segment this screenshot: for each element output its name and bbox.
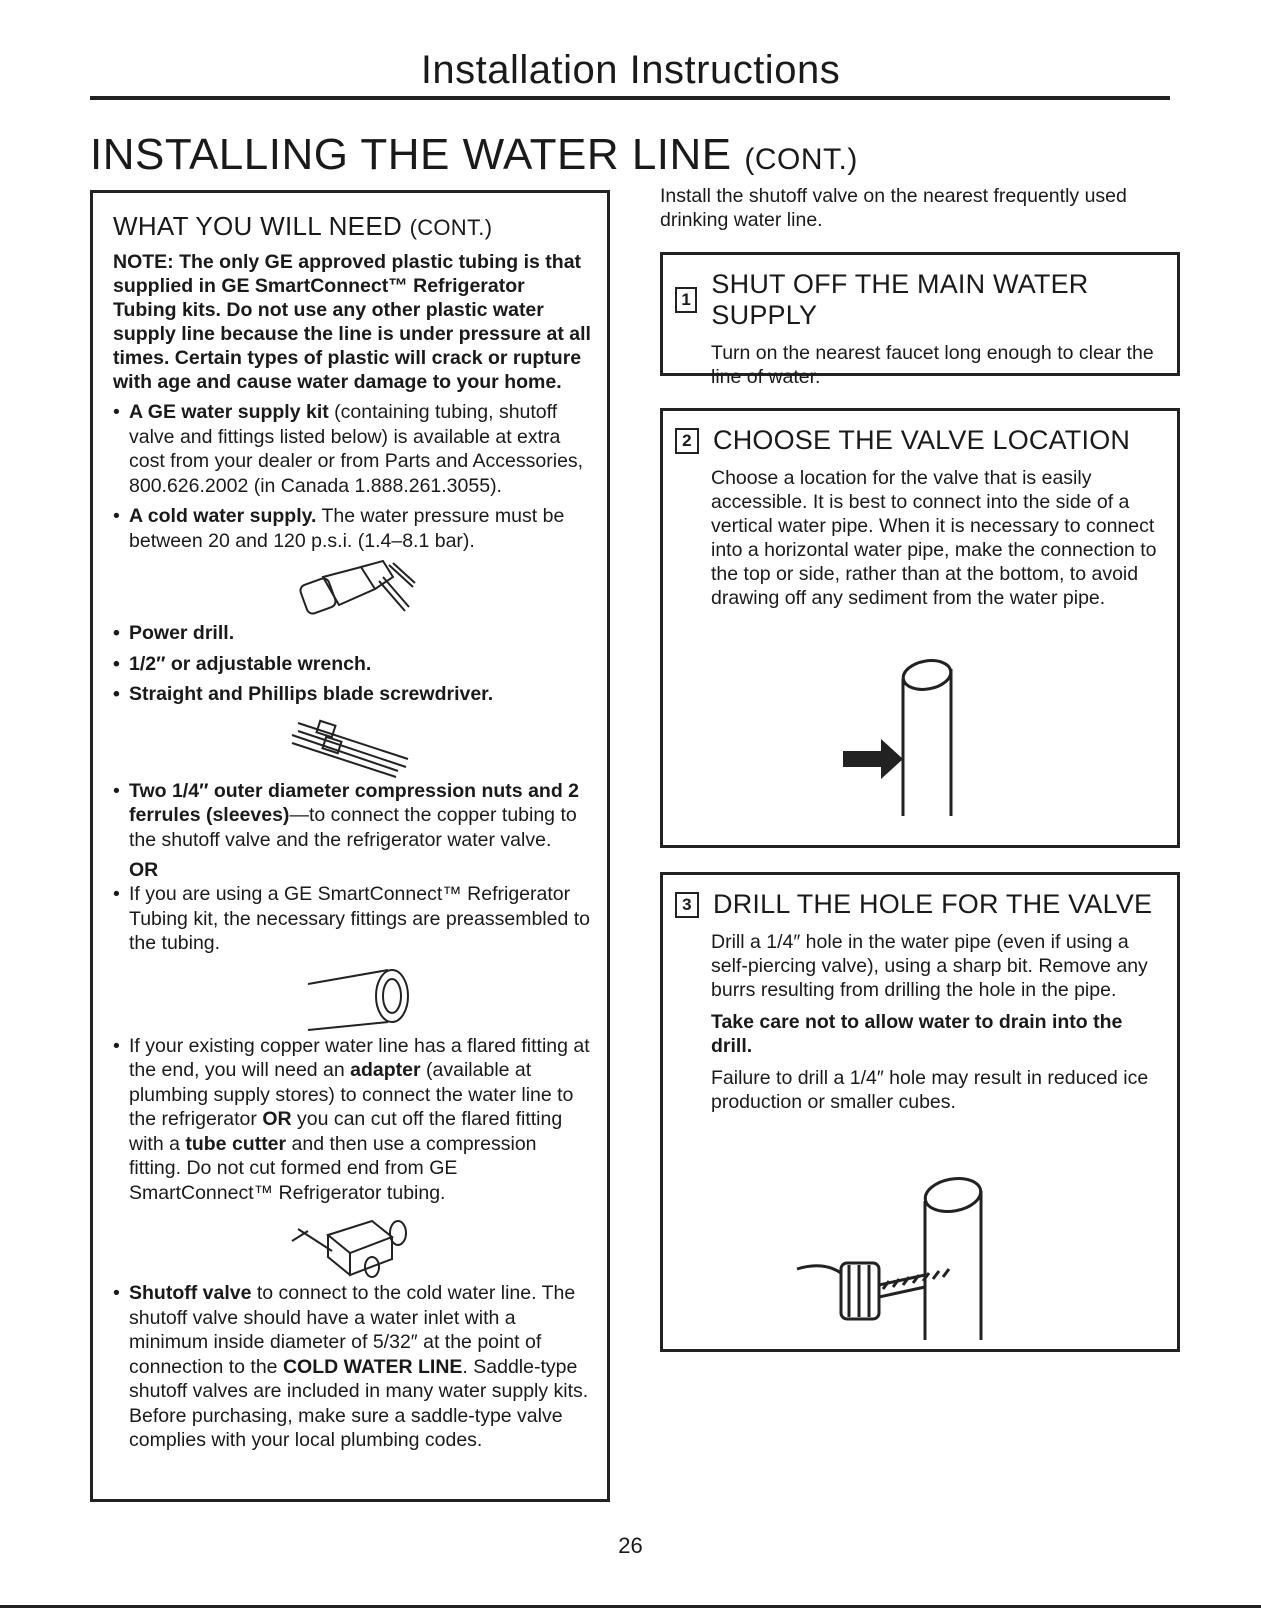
list-item-shutoff-valve [113, 1281, 593, 1453]
nuts-label: Two 1/4″ outer diameter compression nuts and 2 ferrules (sleeves) [129, 779, 579, 826]
step-2-text: Choose a location for the valve that is easily accessible. It is best to connect into the side of a vertical water pipe. When it is necessary to connect into a horizontal water pipe, make the connection to the top or side, rather than at the bottom, to avoid drawing off any sediment from the water pipe. [711, 467, 1157, 609]
list-item-power-drill: • Power drill. [113, 621, 593, 646]
flared-tube-cutter: tube cutter [185, 1132, 287, 1155]
list-item-screwdriver: • Straight and Phillips blade screwdriver. [113, 682, 593, 707]
nuts-text: —to connect the copper tubing to the shutoff valve and the refrigerator water valve. [129, 804, 577, 851]
bottom-divider [0, 1605, 1261, 1608]
step-1-title [675, 269, 1163, 331]
valve-label: Shutoff valve [129, 1282, 252, 1304]
step-3-text: Drill a 1/4″ hole in the water pipe (even if using a self-piercing valve), using a sharp bit. Remove any burrs resulting from drilling the hole in the pipe. [711, 931, 1148, 1001]
step-3-title [675, 889, 1163, 920]
what-you-will-need-box [90, 190, 610, 1502]
page-header-title: Installation Instructions [420, 48, 841, 92]
flared-text-3: you can cut off the flared fitting with a [129, 1108, 563, 1155]
kit-label: A GE water supply kit [129, 401, 329, 423]
power-drill-illustration [283, 559, 423, 621]
box-title-text: WHAT YOU WILL NEED [113, 211, 403, 241]
box-title-cont: (CONT.) [409, 215, 493, 240]
header-divider [90, 96, 1170, 100]
plastic-tubing-note: NOTE: The only GE approved plastic tubing is that supplied in GE SmartConnect™ Refrigerator Tubing kits. Do not use any other plastic water supply line because the line is under pressure at all times. Certain types of plastic will crack or rupture with age and cause water damage to your home. [113, 251, 591, 393]
list-item-cold-water-supply [113, 504, 593, 553]
intro-text: Install the shutoff valve on the nearest frequently used drinking water line. [660, 185, 1127, 231]
list-item-compression-nuts [113, 779, 593, 853]
section-title: INSTALLING THE WATER LINE [90, 130, 732, 179]
tubing-end-illustration [288, 962, 418, 1034]
flared-or: OR [262, 1108, 292, 1130]
list-item-smartconnect: • If you are using a GE SmartConnect™ Refrigerator Tubing kit, the necessary fittings are preassembled to the tubing. [113, 882, 593, 956]
flared-text-2: (available at plumbing supply stores) to connect the water line to the refrigerator [129, 1059, 574, 1130]
drill-into-pipe-illustration [783, 1165, 1043, 1345]
step-3-box [660, 872, 1180, 1352]
step-2-title-text: CHOOSE THE VALVE LOCATION [713, 425, 1131, 455]
step-3-text-2: Failure to drill a 1/4″ hole may result in reduced ice production or smaller cubes. [711, 1067, 1149, 1113]
or-separator: OR [129, 859, 159, 881]
step-1-text: Turn on the nearest faucet long enough to clear the line of water. [711, 342, 1154, 388]
flared-text-1: If your existing copper water line has a flared fitting at the end, you will need an [129, 1034, 590, 1081]
valve-cold-water-line: COLD WATER LINE [282, 1355, 463, 1378]
valve-text-1: to connect to the cold water line. The shutoff valve should have a water inlet with a minimum inside diameter of 5/32″ at the point of connection to the [129, 1282, 576, 1378]
flared-adapter: adapter [350, 1059, 421, 1081]
cold-label: A cold water supply. [129, 505, 317, 527]
section-cont: (CONT.) [744, 143, 858, 176]
step-1-title-text: SHUT OFF THE MAIN WATER SUPPLY [711, 269, 1089, 330]
cold-text: The water pressure must be between 20 and 120 p.s.i. (1.4–8.1 bar). [129, 505, 565, 552]
vertical-pipe-arrow-illustration [823, 651, 983, 821]
list-item-water-supply-kit [113, 400, 593, 498]
shutoff-valve-illustration [288, 1211, 418, 1281]
compression-nuts-illustration [288, 713, 418, 779]
list-item-flared-fitting [113, 1034, 593, 1206]
valve-text-2: . Saddle-type shutoff valves are included in many water supply kits. Before purchasing, make sure a saddle-type valve complies with your local plumbing codes. [129, 1355, 589, 1451]
box-title [113, 211, 593, 242]
step-3-number: 3 [675, 892, 699, 918]
list-item-wrench: • 1/2″ or adjustable wrench. [113, 652, 593, 677]
step-3-warning: Take care not to allow water to drain into the drill. [711, 1011, 1123, 1057]
step-1-box [660, 252, 1180, 388]
step-2-box [660, 408, 1180, 848]
flared-text-4: and then use a compression fitting. Do not cut formed end from GE SmartConnect™ Refrigerator tubing. [129, 1132, 537, 1204]
kit-text: (containing tubing, shutoff valve and fittings listed below) is available at extra cost from your dealer or from Parts and Accessories, 800.626.2002 (in Canada 1.888.261.3055). [129, 401, 584, 497]
step-3-title-text: DRILL THE HOLE FOR THE VALVE [713, 889, 1153, 919]
page-number: 26 [618, 1533, 643, 1558]
section-heading [90, 130, 858, 180]
step-2-title [675, 425, 1163, 456]
step-2-number: 2 [675, 428, 699, 454]
step-1-number: 1 [675, 287, 697, 313]
